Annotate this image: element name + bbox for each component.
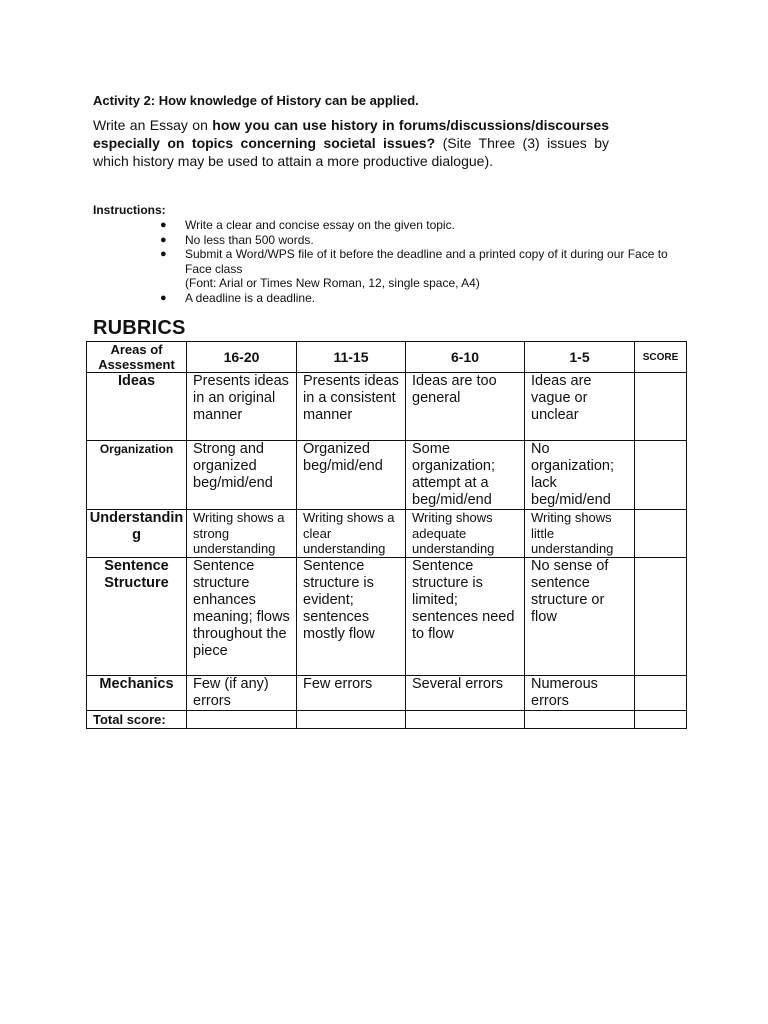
table-cell: Ideas are vague or unclear xyxy=(525,373,635,441)
table-cell: Few errors xyxy=(297,675,406,710)
table-cell: Ideas are too general xyxy=(406,373,525,441)
instruction-text: Submit a Word/WPS file of it before the deadline and a printed copy of it during our Face to Face class xyxy=(185,247,668,276)
prompt-lead: Write an Essay on xyxy=(93,117,213,133)
instruction-text: Write a clear and concise essay on the given topic. xyxy=(185,218,455,232)
total-cell[interactable] xyxy=(525,710,635,728)
header-11-15: 11-15 xyxy=(297,342,406,373)
bullet-dot-icon: ● xyxy=(160,248,167,260)
table-row xyxy=(87,441,687,510)
header-1-5: 1-5 xyxy=(525,342,635,373)
bullet-dot-icon: ● xyxy=(160,219,167,231)
total-cell[interactable] xyxy=(635,710,687,728)
header-areas: Areas of Assessment xyxy=(87,342,187,373)
header-score: SCORE xyxy=(635,342,687,373)
instruction-subtext: (Font: Arial or Times New Roman, 12, single space, A4) xyxy=(185,276,480,290)
instruction-item xyxy=(157,247,677,291)
area-understanding: Understanding xyxy=(87,510,187,558)
instructions-label: Instructions: xyxy=(93,203,166,217)
table-cell: Presents ideas in an original manner xyxy=(187,373,297,441)
rubric-table xyxy=(86,341,687,729)
table-cell: Sentence structure is limited; sentences need to flow xyxy=(406,557,525,675)
bullet-dot-icon: ● xyxy=(160,291,167,304)
area-sentence-structure: Sentence Structure xyxy=(87,557,187,675)
area-organization: Organization xyxy=(87,441,187,510)
table-cell: Writing shows a clear understanding xyxy=(297,510,406,558)
table-row xyxy=(87,675,687,710)
table-cell: Numerous errors xyxy=(525,675,635,710)
total-cell[interactable] xyxy=(297,710,406,728)
table-cell: Few (if any) errors xyxy=(187,675,297,710)
instruction-item xyxy=(157,218,677,233)
score-cell[interactable] xyxy=(635,557,687,675)
bullet-dot-icon: ● xyxy=(160,233,167,246)
header-6-10: 6-10 xyxy=(406,342,525,373)
total-cell[interactable] xyxy=(187,710,297,728)
instruction-item xyxy=(157,233,677,248)
table-cell: Some organization; attempt at a beg/mid/end xyxy=(406,441,525,510)
activity-title: Activity 2: How knowledge of History can be applied. xyxy=(93,93,419,108)
essay-prompt xyxy=(93,116,609,170)
score-cell[interactable] xyxy=(635,510,687,558)
score-cell[interactable] xyxy=(635,373,687,441)
table-cell: No organization; lack beg/mid/end xyxy=(525,441,635,510)
table-cell: Sentence structure enhances meaning; flows throughout the piece xyxy=(187,557,297,675)
total-cell[interactable] xyxy=(406,710,525,728)
instruction-text: No less than 500 words. xyxy=(185,232,314,247)
instruction-text: A deadline is a deadline. xyxy=(185,290,316,305)
table-cell: No sense of sentence structure or flow xyxy=(525,557,635,675)
table-row xyxy=(87,510,687,558)
area-mechanics: Mechanics xyxy=(87,675,187,710)
table-row xyxy=(87,557,687,675)
table-cell: Writing shows little understanding xyxy=(525,510,635,558)
area-ideas: Ideas xyxy=(87,373,187,441)
score-cell[interactable] xyxy=(635,675,687,710)
table-cell: Presents ideas in a consistent manner xyxy=(297,373,406,441)
table-cell: Sentence structure is evident; sentences mostly flow xyxy=(297,557,406,675)
rubrics-title: RUBRICS xyxy=(93,317,186,339)
table-row xyxy=(87,373,687,441)
header-16-20: 16-20 xyxy=(187,342,297,373)
table-cell: Writing shows adequate understanding xyxy=(406,510,525,558)
total-row xyxy=(87,710,687,728)
table-cell: Strong and organized beg/mid/end xyxy=(187,441,297,510)
table-cell: Organized beg/mid/end xyxy=(297,441,406,510)
total-score-label: Total score: xyxy=(87,710,187,728)
table-cell: Writing shows a strong understanding xyxy=(187,510,297,558)
prompt-question: how you can use history in forums/discussions/discourses especially on topics concerning societal issues? xyxy=(93,117,609,151)
table-cell: Several errors xyxy=(406,675,525,710)
instructions-list xyxy=(157,218,677,305)
prompt-tail: (Site Three (3) issues by which history may be used to attain a more productive dialogue). xyxy=(93,135,609,169)
rubric-header-row xyxy=(87,342,687,373)
instruction-item xyxy=(157,291,677,306)
score-cell[interactable] xyxy=(635,441,687,510)
